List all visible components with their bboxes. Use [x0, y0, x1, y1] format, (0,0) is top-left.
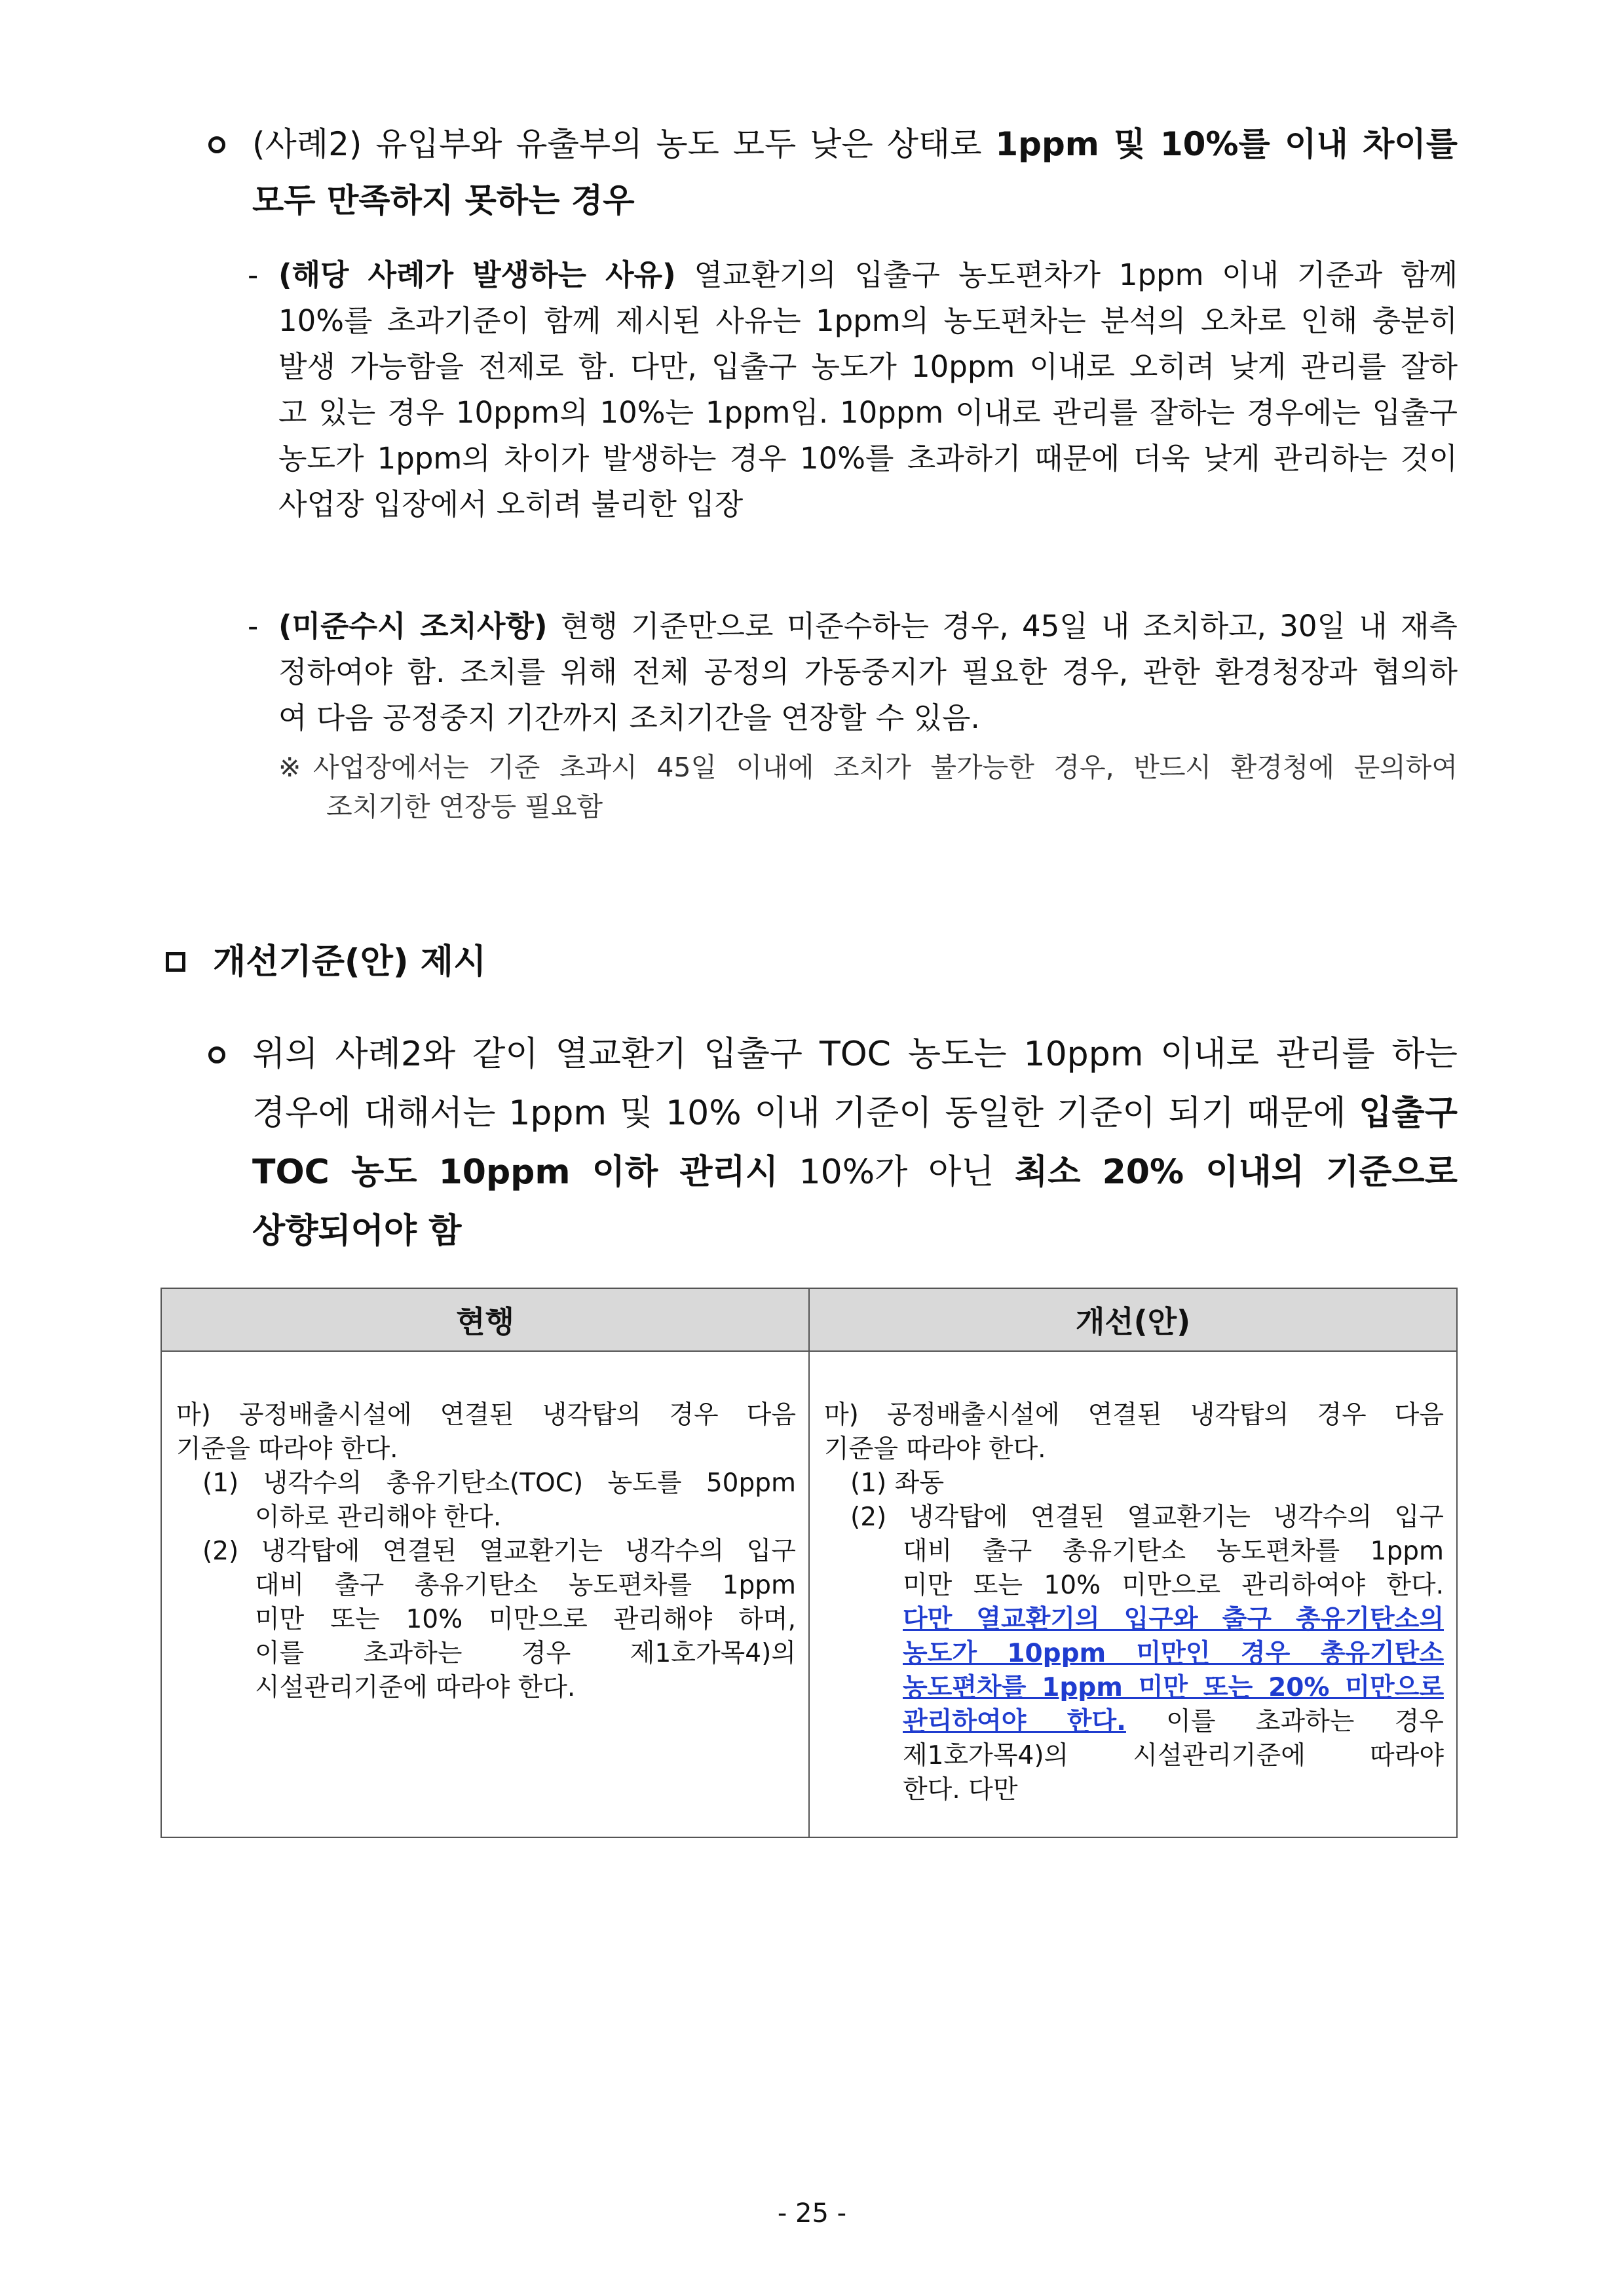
action-line3: 여 다음 공정중지 기간까지 조치기간을 연장할 수 있음.: [278, 700, 980, 735]
improved-highlight-line3: 농도편차를 1ppm 미만 또는 20% 미만으로: [903, 1673, 1444, 1702]
dash-marker: -: [248, 609, 259, 643]
section-title: [213, 942, 486, 982]
improved-highlight-line4: 관리하여야 한다.: [903, 1707, 1126, 1736]
improved-item2-line10: 한다. 다만: [903, 1775, 1018, 1805]
case2-title-bold: 1ppm 및 10%를 이내 차이를: [995, 125, 1458, 163]
circle-bullet-icon: [208, 136, 225, 153]
reason-label: (해당 사례가 발생하는 사유): [278, 258, 676, 292]
current-line1: 마) 공정배출시설에 연결된 냉각탑의 경우 다음: [176, 1400, 796, 1430]
note-mark: ※: [278, 752, 301, 783]
section-body-line2: [252, 1093, 1458, 1134]
reason-line6: 사업장 입장에서 오히려 불리한 입장: [278, 487, 744, 522]
case2-title-line2: [252, 181, 635, 220]
section-body-line1: 위의 사례2와 같이 열교환기 입출구 TOC 농도는 10ppm 이내로 관리를 하는: [252, 1035, 1458, 1074]
section-title-text: 개선기준(안) 제시: [213, 942, 487, 982]
current-item2-line4: 이를 초과하는 경우 제1호가목4)의: [255, 1639, 796, 1668]
current-line2: 기준을 따라야 한다.: [176, 1434, 398, 1464]
page-number: - 25 -: [777, 2198, 847, 2229]
action-text: 현행 기준만으로 미준수하는 경우, 45일 내 조치하고, 30일 내 재측: [547, 609, 1458, 643]
improved-highlight-line2: 농도가 10ppm 미만인 경우 총유기탄소: [903, 1639, 1444, 1668]
improved-item2-text: 이를 초과하는 경우: [1125, 1707, 1444, 1736]
improved-item2-line3: 미만 또는 10% 미만으로 관리하여야 한다.: [903, 1571, 1444, 1600]
table-row: [161, 1351, 1457, 1837]
section-body-bold: 최소 20% 이내의 기준으로: [1015, 1153, 1458, 1192]
section-body-text: 10%가 아닌: [778, 1153, 1015, 1192]
case2-title-bold-line2: 모두 만족하지 못하는 경우: [252, 182, 635, 220]
section-body-bold: 상향되어야 함: [252, 1212, 462, 1251]
reason-line4: 고 있는 경우 10ppm의 10%는 1ppm임. 10ppm 이내로 관리를 잘하는 경우에는 입출구: [278, 395, 1458, 430]
action-line2: 정하여야 함. 조치를 위해 전체 공정의 가동중지가 필요한 경우, 관한 환경청장과 협의하: [278, 655, 1458, 689]
header-improved: 개선(안): [809, 1288, 1457, 1351]
current-item2-line5: 시설관리기준에 따라야 한다.: [255, 1673, 576, 1702]
current-item1-line1: (1) 냉각수의 총유기탄소(TOC) 농도를 50ppm: [202, 1468, 796, 1498]
current-item2-line2: 대비 출구 총유기탄소 농도편차를 1ppm: [255, 1571, 796, 1600]
case2-title-text: (사례2) 유입부와 유출부의 농도 모두 낮은 상태로: [252, 125, 996, 163]
square-bullet-icon: [166, 952, 185, 972]
reason-text: 열교환기의 입출구 농도편차가 1ppm 이내 기준과 함께: [675, 258, 1458, 292]
improved-item2-line1: (2) 냉각탑에 연결된 열교환기는 냉각수의 입구: [850, 1502, 1444, 1532]
cell-improved: [809, 1351, 1457, 1837]
dash-marker: -: [248, 258, 259, 292]
comparison-table: [161, 1288, 1458, 1838]
action-line1: [278, 608, 1458, 645]
section-body-line4: [252, 1211, 462, 1252]
reason-line2: 10%를 초과기준이 함께 제시된 사유는 1ppm의 농도편차는 분석의 오차로 인해 충분히: [278, 303, 1458, 338]
current-item2-line3: 미만 또는 10% 미만으로 관리해야 하며,: [255, 1605, 796, 1634]
improved-line2: 기준을 따라야 한다.: [824, 1434, 1046, 1464]
case2-title-line1: [252, 124, 1458, 164]
section-body-bold: 입출구: [1359, 1094, 1458, 1133]
current-item1-line2: 이하로 관리해야 한다.: [255, 1502, 502, 1532]
improved-line1: 마) 공정배출시설에 연결된 냉각탑의 경우 다음: [824, 1400, 1444, 1430]
action-label: (미준수시 조치사항): [278, 609, 548, 643]
reason-line1: [278, 257, 1458, 294]
cell-current: [161, 1351, 809, 1837]
improved-item2-line2: 대비 출구 총유기탄소 농도편차를 1ppm: [903, 1537, 1444, 1566]
improved-item1: (1) 좌동: [850, 1468, 944, 1498]
reason-line3: 발생 가능함을 전제로 함. 다만, 입출구 농도가 10ppm 이내로 오히려 낮게 관리를 잘하: [278, 349, 1458, 384]
improved-item2-line8: [903, 1706, 1444, 1738]
circle-bullet-icon: [208, 1046, 225, 1063]
section-body-line3: [252, 1152, 1458, 1193]
table-header-row: [161, 1288, 1457, 1351]
section-body-text: 경우에 대해서는 1ppm 및 10% 이내 기준이 동일한 기준이 되기 때문에: [252, 1094, 1359, 1133]
improved-item2-line9: 제1호가목4)의 시설관리기준에 따라야: [903, 1741, 1444, 1770]
current-item2-line1: (2) 냉각탑에 연결된 열교환기는 냉각수의 입구: [202, 1537, 796, 1566]
section-body-bold: TOC 농도 10ppm 이하 관리시: [252, 1153, 779, 1192]
note-line2: 조치기한 연장등 필요함: [326, 791, 603, 822]
header-current: 현행: [161, 1288, 809, 1351]
reason-line5: 농도가 1ppm의 차이가 발생하는 경우 10%를 초과하기 때문에 더욱 낮게 관리하는 것이: [278, 441, 1458, 476]
note-line1: 사업장에서는 기준 초과시 45일 이내에 조치가 불가능한 경우, 반드시 환경청에 문의하여: [313, 752, 1458, 783]
improved-highlight-line1: 다만 열교환기의 입구와 출구 총유기탄소의: [903, 1605, 1444, 1634]
